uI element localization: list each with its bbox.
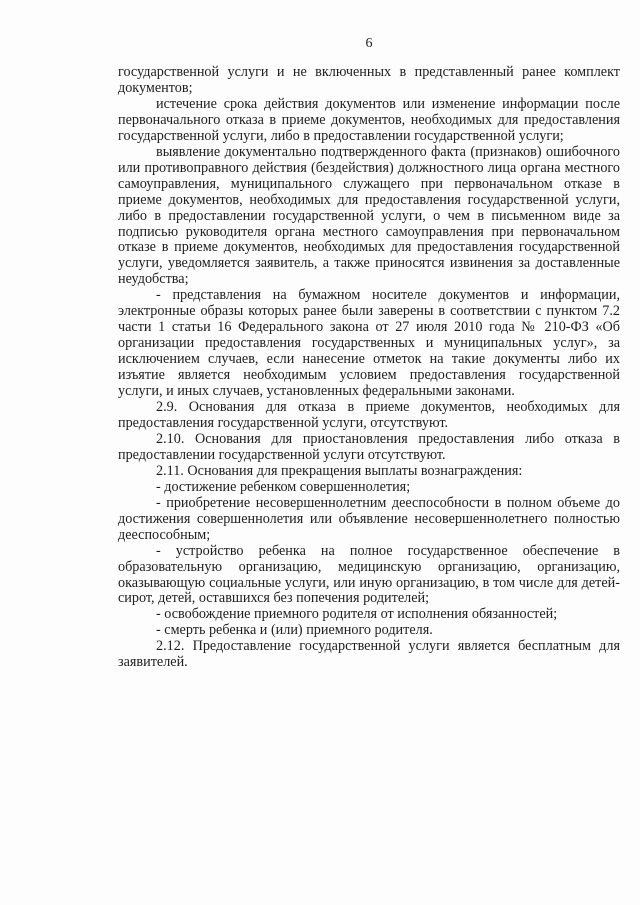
paragraph-2-11: 2.11. Основания для прекращения выплаты вознаграждения: xyxy=(156,462,523,479)
list-item-death: - смерть ребенка и (или) приемного родителя. xyxy=(156,622,433,639)
paragraph-paper-documents: - представления на бумажном носителе документов и информации, электронные образы которых ранее были заверены в соответствии с пунктом 7.2 части 1 статьи 16 Федерального закона от 27 июля 2010 года № 210-ФЗ «Об организации предоставления государственных и муниципальных услуг», за исключением случаев, если нанесение отметок на такие документы либо их изъятие является необходимым условием предоставления государственной услуги, и иных случаев, установленных федеральными законами. xyxy=(118,287,620,400)
paragraph-2-9: 2.9. Основания для отказа в приеме документов, необходимых для предоставления государственной услуги, отсутствуют. xyxy=(118,399,620,431)
paragraph-expiry: истечение срока действия документов или изменение информации после первоначального отказа в приеме документов, необходимых для предоставления государственной услуги, либо в предоставлении государственной услуги; xyxy=(118,95,620,144)
paragraph-continuation: государственной услуги и не включенных в представленный ранее комплект документов; xyxy=(118,64,620,96)
document-body xyxy=(118,65,620,671)
page-number: 6 xyxy=(365,36,373,51)
paragraph-error-detection: выявление документально подтвержденного факта (признаков) ошибочного или противоправного действия (бездействия) должностного лица органа местного самоуправления, муниципального служащего при первоначальном отказе в приеме документов, необходимых для предоставления государственной услуги, либо в предоставлении государственной услуги, о чем в письменном виде за подписью руководителя органа местного самоуправления при первоначальном отказе в приеме документов, необходимых для предоставления государственной услуги, уведомляется заявитель, а также приносятся извинения за доставленные неудобства; xyxy=(118,143,620,288)
list-item-release: - освобождение приемного родителя от исполнения обязанностей; xyxy=(156,606,558,623)
list-item-placement: - устройство ребенка на полное государственное обеспечение в образовательную организацию, медицинскую организацию, организацию, оказывающую социальные услуги, или иную организацию, в том числе для детей-сирот, детей, оставшихся без попечения родителей; xyxy=(118,542,620,607)
list-item-adulthood: - достижение ребенком совершеннолетия; xyxy=(156,478,411,495)
paragraph-2-12: 2.12. Предоставление государственной услуги является бесплатным для заявителей. xyxy=(118,638,620,671)
list-item-capacity: - приобретение несовершеннолетним дееспособности в полном объеме до достижения совершеннолетия или объявление несовершеннолетнего полностью дееспособным; xyxy=(118,494,620,543)
paragraph-2-10: 2.10. Основания для приостановления предоставления либо отказа в предоставлении государственной услуги отсутствуют. xyxy=(118,430,620,463)
